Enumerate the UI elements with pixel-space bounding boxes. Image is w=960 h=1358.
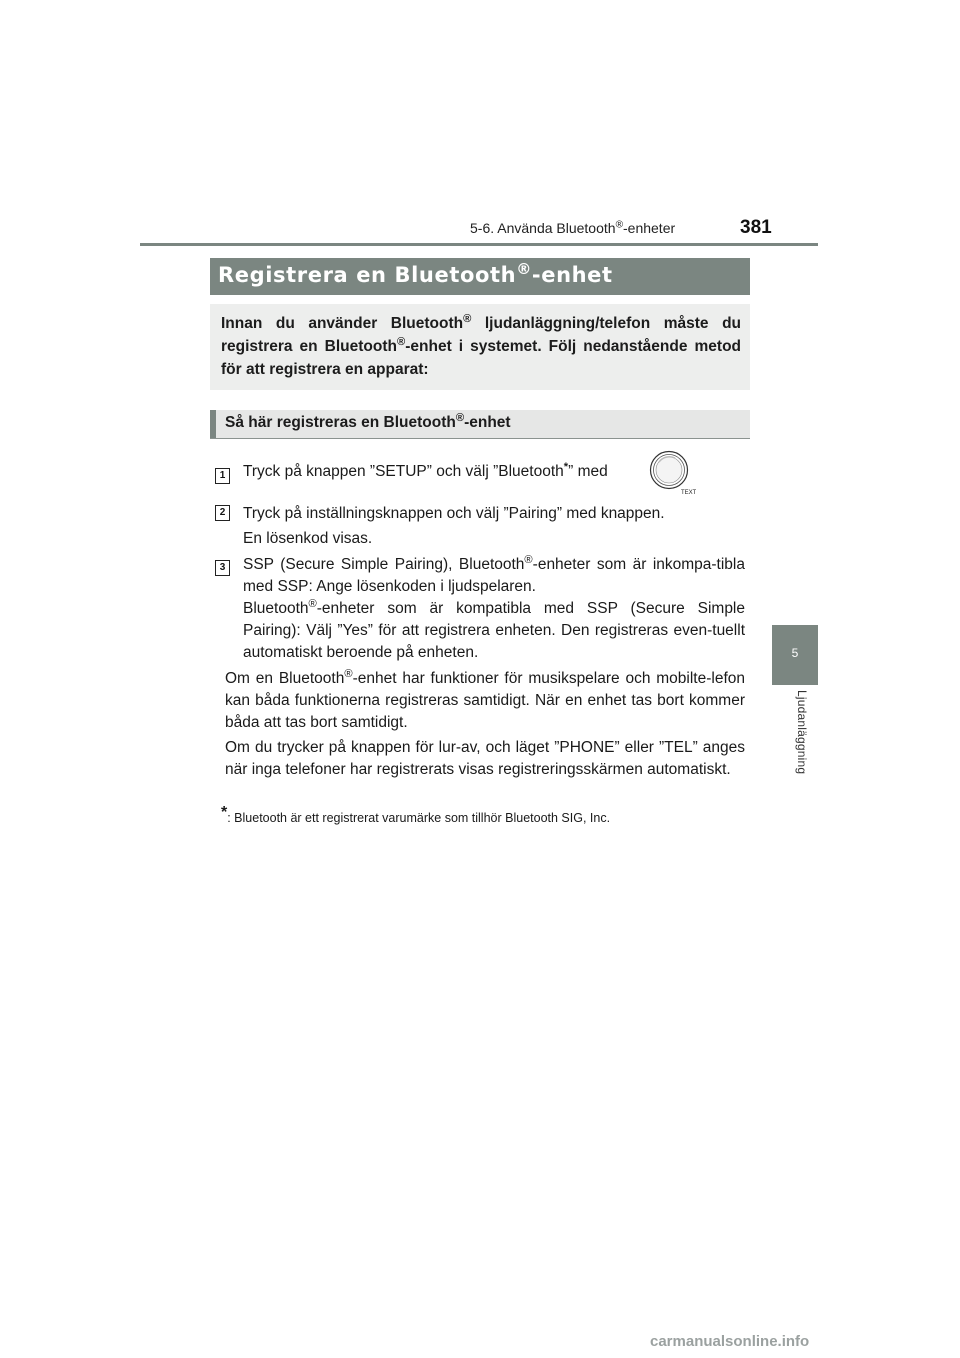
subheading: Så här registreras en Bluetooth®-enhet <box>225 411 511 431</box>
step-3-badge: 3 <box>215 560 230 576</box>
dial-label: TEXT <box>681 490 696 496</box>
section-title: Registrera en Bluetooth®-enhet <box>218 260 613 287</box>
intro-text: Innan du använder Bluetooth® ljudanläggning/telefon måste du registrera en Bluetooth®-enhet i systemet. Följ nedanstående metod för att registrera en apparat: <box>221 312 742 378</box>
chapter-tab <box>772 625 818 685</box>
paragraph-multifunction: Om en Bluetooth®-enhet har funktioner för musikspelare och mobilte-lefon kan båda funktionerna registreras samtidigt. När en enhet tas bort kommer båda att tas bort samtidigt. <box>225 667 746 731</box>
subheading-accent <box>210 410 216 438</box>
chapter-label: Ljudanläggning <box>795 690 809 775</box>
section-title-bar <box>210 258 750 295</box>
step-1-text: Tryck på knappen ”SETUP” och välj ”Bluetooth*” med <box>243 460 608 480</box>
paragraph-phone-mode: Om du trycker på knappen för lur-av, och läget ”PHONE” eller ”TEL” anges när inga telefoner har registrerats visas registreringsskärmen automatiskt. <box>225 739 745 778</box>
step-1-badge: 1 <box>215 468 230 484</box>
chapter-number: 5 <box>791 646 799 660</box>
page-number: 381 <box>740 217 772 238</box>
header-rule <box>140 243 818 246</box>
watermark: carmanualsonline.info <box>650 1333 810 1350</box>
tune-dial-icon <box>648 450 696 496</box>
step-3-text <box>243 554 745 664</box>
step-2-text: Tryck på inställningsknappen och välj ”Pairing” med knappen. <box>243 505 665 522</box>
section-header: 5-6. Använda Bluetooth®-enheter <box>470 219 676 236</box>
step-2-badge: 2 <box>215 505 230 521</box>
step-3-line-a: SSP (Secure Simple Pairing), Bluetooth®-enheter som är inkompa-tibla med SSP: Ange lösenkoden i ljudspelaren. <box>243 553 745 595</box>
footnote: *: Bluetooth är ett registrerat varumärke som tillhör Bluetooth SIG, Inc. <box>221 803 611 825</box>
intro-box <box>210 304 750 390</box>
step-2-note: En lösenkod visas. <box>243 530 373 547</box>
subheading-bar <box>210 410 750 439</box>
step-3-line-b: Bluetooth®-enheter som är kompatibla med SSP (Secure Simple Pairing): Välj ”Yes” för att registrera enheten. Den registreras even-tuellt automatiskt beroende på enheten. <box>243 597 745 661</box>
